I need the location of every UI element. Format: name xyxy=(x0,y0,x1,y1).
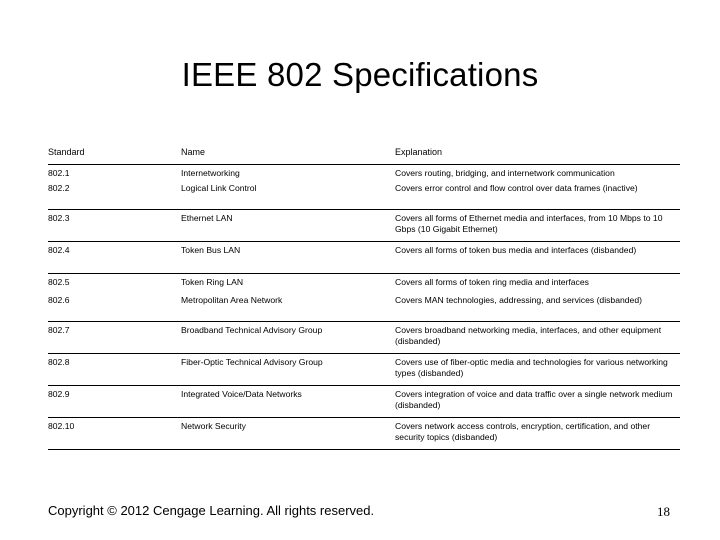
table-row xyxy=(48,210,680,242)
explanation-cell: Covers network access controls, encryption, certification, and other security topics (disbanded) xyxy=(395,421,651,442)
table-row xyxy=(48,354,680,386)
standard-cell: 802.9 xyxy=(48,389,70,399)
standard-cell: 802.10 xyxy=(48,421,75,431)
table-row xyxy=(48,274,680,292)
explanation-cell: Covers all forms of token ring media and interfaces xyxy=(395,277,589,287)
table-header-row xyxy=(48,144,680,165)
name-cell: Metropolitan Area Network xyxy=(181,294,283,305)
explanation-cell: Covers all forms of Ethernet media and interfaces, from 10 Mbps to 10 Gbps (10 Gigabit Ethernet) xyxy=(395,213,663,234)
name-cell: Token Bus LAN xyxy=(181,245,241,255)
standard-cell: 802.7 xyxy=(48,325,70,335)
column-header-explanation: Explanation xyxy=(395,147,443,157)
standard-cell: 802.3 xyxy=(48,213,70,223)
table-row xyxy=(48,386,680,418)
name-cell: Fiber-Optic Technical Advisory Group xyxy=(181,357,323,367)
page-number: 18 xyxy=(657,504,670,519)
standard-cell: 802.6 xyxy=(48,294,70,305)
ieee-specs-table xyxy=(48,144,680,450)
table-row xyxy=(48,418,680,450)
table-row xyxy=(48,180,680,210)
explanation-cell: Covers MAN technologies, addressing, and services (disbanded) xyxy=(395,294,642,305)
standard-cell: 802.4 xyxy=(48,245,70,255)
copyright-notice: Copyright © 2012 Cengage Learning. All rights reserved. xyxy=(48,503,375,518)
column-header-standard: Standard xyxy=(48,147,85,157)
name-cell: Logical Link Control xyxy=(181,182,257,193)
name-cell: Internetworking xyxy=(181,168,240,178)
table-row xyxy=(48,322,680,354)
explanation-cell: Covers error control and flow control over data frames (inactive) xyxy=(395,182,638,193)
standard-cell: 802.2 xyxy=(48,182,70,193)
standard-cell: 802.1 xyxy=(48,168,70,178)
name-cell: Broadband Technical Advisory Group xyxy=(181,325,323,335)
table-row xyxy=(48,242,680,274)
standard-cell: 802.5 xyxy=(48,277,70,287)
table-row xyxy=(48,292,680,322)
name-cell: Ethernet LAN xyxy=(181,213,233,223)
explanation-cell: Covers routing, bridging, and internetwork communication xyxy=(395,168,615,178)
column-header-name: Name xyxy=(181,147,206,157)
name-cell: Token Ring LAN xyxy=(181,277,244,287)
name-cell: Network Security xyxy=(181,421,246,431)
explanation-cell: Covers use of fiber-optic media and technologies for various networking types (disbanded) xyxy=(395,357,668,378)
explanation-cell: Covers broadband networking media, interfaces, and other equipment (disbanded) xyxy=(395,325,662,346)
explanation-cell: Covers integration of voice and data traffic over a single network medium (disbanded) xyxy=(395,389,673,410)
name-cell: Integrated Voice/Data Networks xyxy=(181,389,302,399)
standard-cell: 802.8 xyxy=(48,357,70,367)
slide-title: IEEE 802 Specifications xyxy=(181,56,539,93)
explanation-cell: Covers all forms of token bus media and interfaces (disbanded) xyxy=(395,245,637,255)
table-row xyxy=(48,165,680,180)
